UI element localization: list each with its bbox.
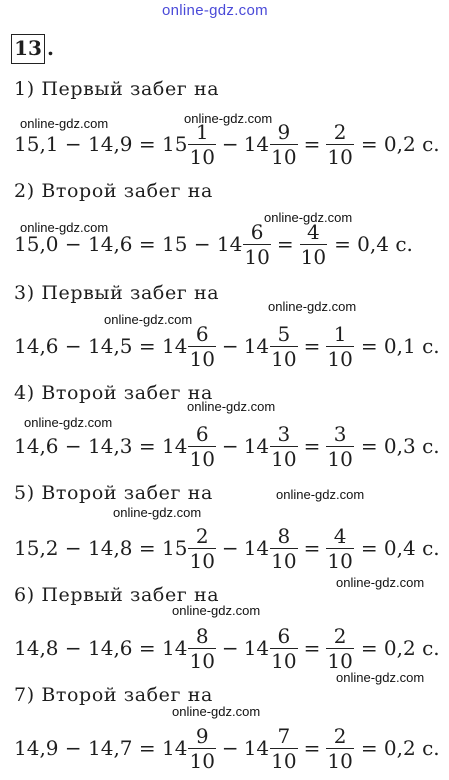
equation-result: = 0,3 с. [360, 434, 440, 458]
item-caption: 1) Первый забег на [14, 78, 220, 100]
fraction [270, 120, 297, 169]
numerator: 2 [333, 119, 347, 144]
fraction [188, 524, 215, 573]
numerator: 6 [195, 321, 209, 346]
denominator: 10 [189, 346, 215, 371]
item-caption: 6) Первый забег на [14, 584, 220, 606]
denominator: 10 [327, 346, 353, 371]
watermark: online-gdz.com [172, 603, 261, 618]
item-caption: 3) Первый забег на [14, 282, 220, 304]
numerator: 6 [195, 421, 209, 446]
denominator: 10 [327, 446, 353, 471]
watermark: online-gdz.com [276, 487, 365, 502]
watermark: online-gdz.com [172, 704, 261, 719]
equation: 15,0 − 14,6 = 15 − 14 $\frac{6}{10}$ = $\frac{4}{10}$ = 0,4 с. [14, 219, 413, 269]
numerator: 2 [195, 523, 209, 548]
watermark: online-gdz.com [336, 575, 425, 590]
item-caption: 2) Второй забег на [14, 180, 213, 202]
numerator: 3 [333, 421, 347, 446]
denominator: 10 [271, 346, 297, 371]
numerator: 4 [333, 523, 347, 548]
watermark: online-gdz.com [162, 2, 268, 19]
item-caption: 4) Второй забег на [14, 382, 213, 404]
watermark: online-gdz.com [264, 210, 353, 225]
numerator: 5 [277, 321, 291, 346]
numerator: 7 [277, 723, 291, 748]
denominator: 10 [327, 144, 353, 169]
whole-part: 14 [243, 334, 270, 358]
numerator: 8 [277, 523, 291, 548]
equation-result: = 0,2 с. [360, 636, 440, 660]
denominator: 10 [189, 748, 215, 773]
item-caption: 5) Второй забег на [14, 482, 213, 504]
fraction [243, 220, 270, 269]
fraction [300, 220, 327, 269]
equation-result: = 0,2 с. [360, 736, 440, 760]
denominator: 10 [271, 446, 297, 471]
fraction [188, 422, 215, 471]
task-number-dot: . [47, 36, 54, 60]
whole-part: 14 [243, 132, 270, 156]
fraction [326, 724, 353, 773]
denominator: 10 [300, 244, 327, 269]
item-caption: 7) Второй забег на [14, 684, 213, 706]
watermark: online-gdz.com [20, 116, 109, 131]
fraction [326, 120, 353, 169]
fraction [188, 120, 215, 169]
denominator: 10 [271, 748, 297, 773]
whole-part: 14 [243, 434, 270, 458]
numerator: 1 [333, 321, 347, 346]
fraction [188, 322, 215, 371]
fraction [270, 724, 297, 773]
fraction [326, 524, 353, 573]
denominator: 10 [327, 548, 353, 573]
denominator: 10 [271, 144, 297, 169]
denominator: 10 [189, 548, 215, 573]
fraction [326, 624, 353, 673]
equation-result: = 0,1 с. [360, 334, 440, 358]
watermark: online-gdz.com [268, 299, 357, 314]
equation-lhs: 14,6 − 14,5 = 14 [14, 334, 188, 358]
whole-part: 14 [243, 636, 270, 660]
fraction [326, 322, 353, 371]
equation: 15,1 − 14,9 = 15 $\frac{1}{10}$ − 14 $\frac{9}{10}$ = $\frac{2}{10}$ = 0,2 с. [14, 119, 440, 169]
watermark: online-gdz.com [184, 111, 273, 126]
fraction [188, 724, 215, 773]
equation-result: = 0,2 с. [360, 132, 440, 156]
whole-part: 14 [243, 536, 270, 560]
numerator: 9 [277, 119, 291, 144]
equation-lhs: 14,9 − 14,7 = 14 [14, 736, 188, 760]
equation-lhs: 15,2 − 14,8 = 15 [14, 536, 188, 560]
watermark: online-gdz.com [187, 399, 276, 414]
numerator: 1 [195, 119, 209, 144]
numerator: 8 [195, 623, 209, 648]
equation-result: = 0,4 с. [360, 536, 440, 560]
equation-result: = 0,4 с. [334, 232, 413, 256]
equation-lhs: 14,6 − 14,3 = 14 [14, 434, 188, 458]
equation-lhs: 15,0 − 14,6 = 15 − 14 [14, 232, 243, 256]
equation: 14,9 − 14,7 = 14 $\frac{9}{10}$ − 14 $\frac{7}{10}$ = $\frac{2}{10}$ = 0,2 с. [14, 723, 440, 773]
numerator: 6 [250, 219, 264, 244]
denominator: 10 [244, 244, 270, 269]
equation: 14,6 − 14,3 = 14 $\frac{6}{10}$ − 14 $\frac{3}{10}$ = $\frac{3}{10}$ = 0,3 с. [14, 421, 440, 471]
fraction [326, 422, 353, 471]
whole-part: 14 [243, 736, 270, 760]
watermark: online-gdz.com [104, 312, 193, 327]
equation: 14,6 − 14,5 = 14 $\frac{6}{10}$ − 14 $\frac{5}{10}$ = $\frac{1}{10}$ = 0,1 с. [14, 321, 440, 371]
numerator: 4 [306, 219, 320, 244]
watermark: online-gdz.com [20, 220, 109, 235]
fraction [270, 624, 297, 673]
equation-lhs: 15,1 − 14,9 = 15 [14, 132, 188, 156]
watermark: online-gdz.com [336, 670, 425, 685]
numerator: 3 [277, 421, 291, 446]
denominator: 10 [271, 648, 297, 673]
denominator: 10 [327, 748, 353, 773]
watermark: online-gdz.com [24, 415, 113, 430]
denominator: 10 [189, 446, 215, 471]
equation-lhs: 14,8 − 14,6 = 14 [14, 636, 188, 660]
fraction [188, 624, 215, 673]
numerator: 9 [195, 723, 209, 748]
denominator: 10 [189, 648, 215, 673]
denominator: 10 [189, 144, 215, 169]
task-number: 13 [11, 34, 45, 64]
numerator: 6 [277, 623, 291, 648]
fraction [270, 322, 297, 371]
denominator: 10 [271, 548, 297, 573]
numerator: 2 [333, 723, 347, 748]
denominator: 10 [327, 648, 353, 673]
equation: 15,2 − 14,8 = 15 $\frac{2}{10}$ − 14 $\frac{8}{10}$ = $\frac{4}{10}$ = 0,4 с. [14, 523, 440, 573]
numerator: 2 [333, 623, 347, 648]
watermark: online-gdz.com [113, 505, 202, 520]
fraction [270, 524, 297, 573]
equation: 14,8 − 14,6 = 14 $\frac{8}{10}$ − 14 $\frac{6}{10}$ = $\frac{2}{10}$ = 0,2 с. [14, 623, 440, 673]
fraction [270, 422, 297, 471]
